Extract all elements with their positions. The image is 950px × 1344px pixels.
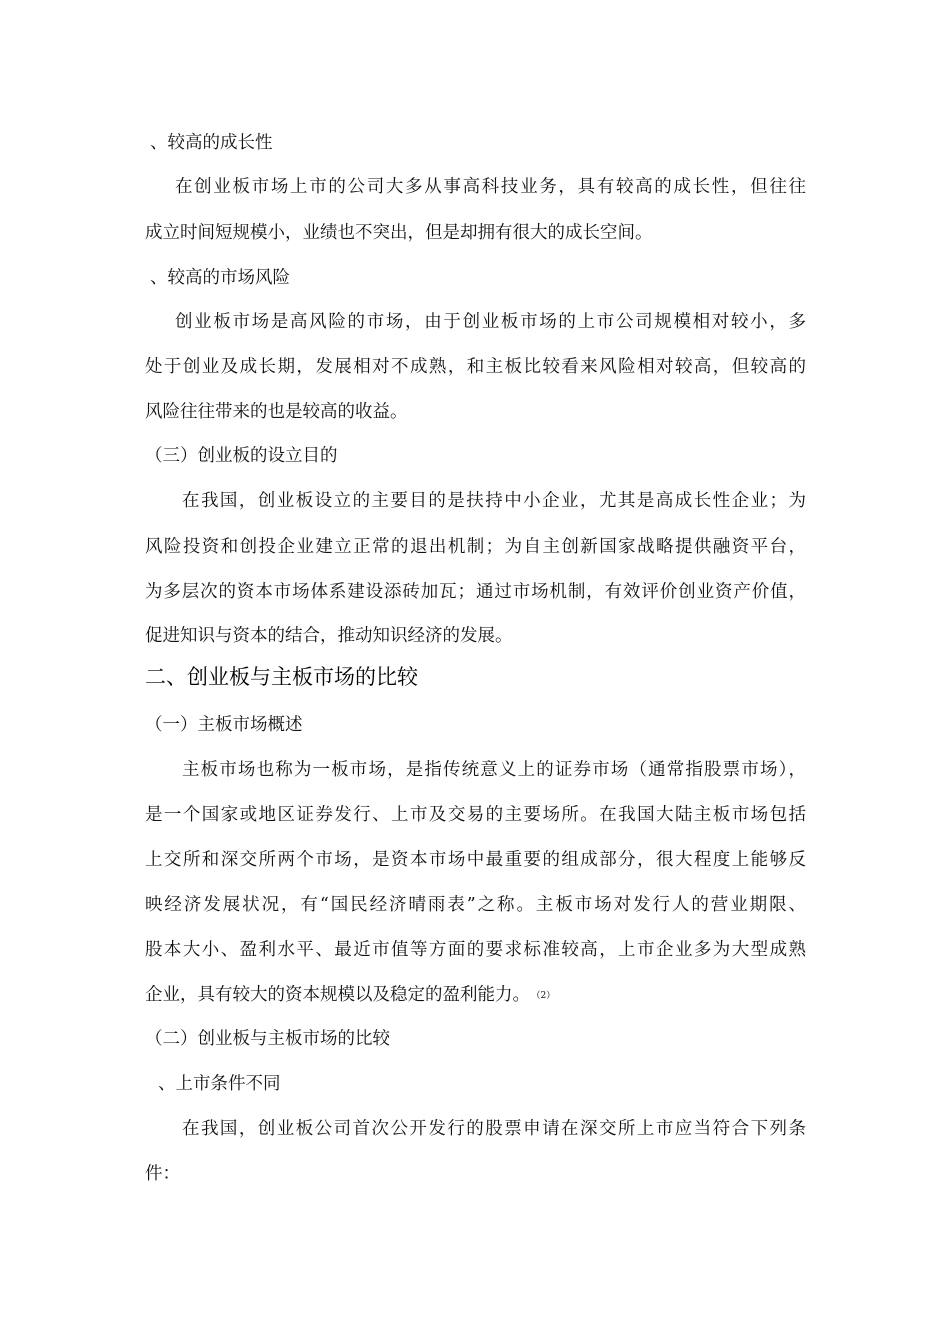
paragraph-line-with-reference [145,983,555,1008]
paragraph-line: 在创业板市场上市的公司大多从事高科技业务，具有较高的成长性，但往往 [175,177,806,197]
subsection-title-main-board: （一）主板市场概述 [145,715,303,735]
paragraph-line: 促进知识与资本的结合，推动知识经济的发展。 [145,626,513,646]
paragraph-line: 成立时间短规模小，业绩也不突出，但是却拥有很大的成长空间。 [145,223,653,243]
subsection-title-growth: 、较高的成长性 [150,133,273,153]
paragraph-line: 企业，具有较大的资本规模以及稳定的盈利能力。 [145,985,530,1005]
paragraph-line: 风险投资和创投企业建立正常的退出机制；为自主创新国家战略提供融资平台， [145,537,806,557]
paragraph-line: 件： [145,1164,180,1184]
paragraph-line: 股本大小、盈利水平、最近市值等方面的要求标准较高，上市企业多为大型成熟 [145,940,806,960]
paragraph-line: 上交所和深交所两个市场，是资本市场中最重要的组成部分，很大程度上能够反 [145,850,806,870]
paragraph-line: 是一个国家或地区证券发行、上市及交易的主要场所。在我国大陆主板市场包括 [145,805,806,825]
subsection-title-comparison: （二）创业板与主板市场的比较 [145,1029,390,1049]
subsection-title-purpose: （三）创业板的设立目的 [145,446,338,466]
citation-reference[interactable]: （2） [536,991,556,1001]
paragraph-line: 在我国，创业板设立的主要目的是扶持中小企业，尤其是高成长性企业；为 [182,491,806,511]
paragraph-line: 为多层次的资本市场体系建设添砖加瓦；通过市场机制，有效评价创业资产价值， [145,582,806,602]
section-heading-comparison: 二、创业板与主板市场的比较 [145,665,418,689]
paragraph-line: 在我国，创业板公司首次公开发行的股票申请在深交所上市应当符合下列条 [182,1119,806,1139]
paragraph-line: 映经济发展状况，有“国民经济晴雨表”之称。主板市场对发行人的营业期限、 [145,895,806,915]
paragraph-line: 主板市场也称为一板市场，是指传统意义上的证券市场（通常指股票市场）， [182,760,806,780]
paragraph-line: 处于创业及成长期，发展相对不成熟，和主板比较看来风险相对较高，但较高的 [145,357,806,377]
paragraph-line: 风险往往带来的也是较高的收益。 [145,402,408,422]
subsection-title-listing-conditions: 、上市条件不同 [158,1074,281,1094]
subsection-title-risk: 、较高的市场风险 [150,268,290,288]
paragraph-line: 创业板市场是高风险的市场，由于创业板市场的上市公司规模相对较小，多 [175,312,806,332]
